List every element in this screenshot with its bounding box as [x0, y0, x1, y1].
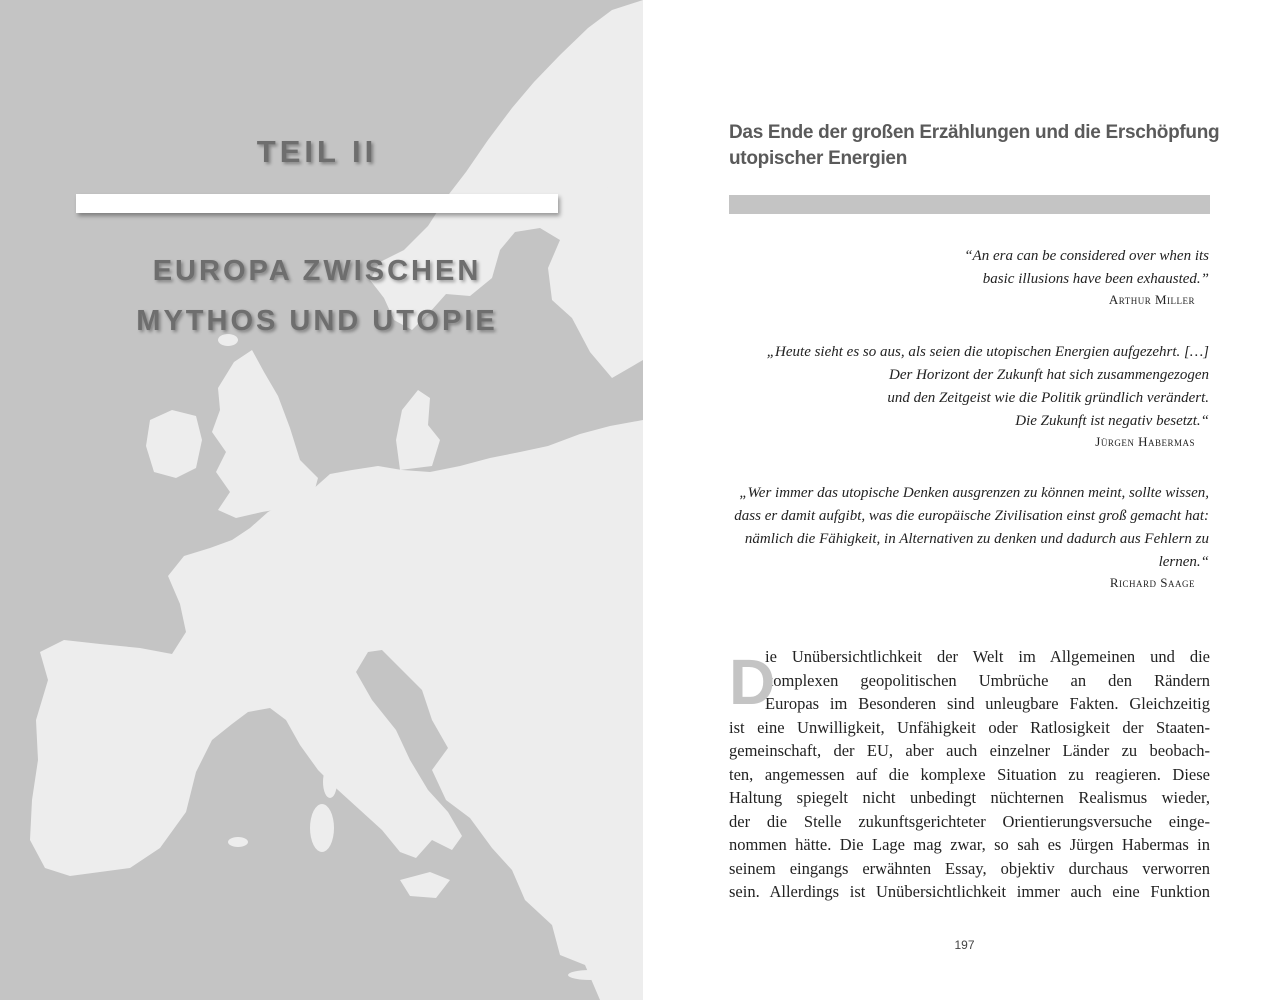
- body-line: Europas im Besonderen sind unleugbare Fakten. Gleichzeitig: [765, 694, 1210, 713]
- body-line: Haltung spiegelt nicht unbedingt nüchternen Realismus wieder,: [729, 788, 1210, 807]
- quote-line: Die Zukunft ist negativ besetzt.“: [1015, 413, 1209, 429]
- part-title-line: EUROPA ZWISCHEN: [152, 255, 482, 287]
- body-line: komplexen geopolitischen Umbrüche an den Rändern: [765, 670, 1210, 690]
- quote-line: nämlich die Fähigkeit, in Alternativen zu denken und dadurch aus Fehlern zu: [744, 531, 1209, 547]
- chapter-title-line: utopischer Energien: [729, 148, 908, 169]
- drop-cap: D: [729, 646, 776, 718]
- quote-line: „Heute sieht es so aus, als seien die utopischen Energien aufgezehrt. […]: [766, 344, 1209, 360]
- epigraph-miller: [964, 245, 1209, 309]
- page-number: 197: [954, 938, 975, 952]
- body-line: ist eine Unwilligkeit, Unfähigkeit oder Ratlosigkeit der Staaten-: [729, 717, 1210, 737]
- quote-line: und den Zeitgeist wie die Politik gründlich verändert.: [887, 390, 1209, 406]
- quote-line: dass er damit aufgibt, was die europäische Zivilisation einst groß gemacht hat:: [734, 508, 1209, 524]
- part-title-line: MYTHOS UND UTOPIE: [136, 305, 498, 337]
- epigraph-habermas: [767, 341, 1209, 451]
- body-line: der die Stelle zukunftsgerichteter Orientierungsversuche einge-: [729, 811, 1210, 831]
- epigraph-quote: [767, 341, 1209, 433]
- quote-line: „Wer immer das utopische Denken ausgrenzen zu können meint, sollte wissen,: [739, 485, 1209, 501]
- epigraph-quote: [964, 245, 1209, 291]
- part-label: TEIL II: [256, 134, 378, 169]
- chapter-divider-bar: [729, 195, 1210, 214]
- body-paragraph: [729, 645, 1210, 904]
- right-page: [643, 0, 1286, 1000]
- epigraph-author: Richard Saage: [1109, 575, 1195, 590]
- chapter-title-line: Das Ende der großen Erzählungen und die Erschöpfung: [729, 122, 1220, 143]
- body-line: sein. Allerdings ist Unübersichtlichkeit immer auch eine Funktion: [729, 882, 1210, 901]
- epigraph-author: Jürgen Habermas: [1095, 434, 1195, 449]
- chapter-title: [729, 120, 1229, 172]
- quote-line: “An era can be considered over when its: [964, 248, 1209, 264]
- epigraph-author: Arthur Miller: [1108, 292, 1195, 307]
- quote-line: Der Horizont der Zukunft hat sich zusammengezogen: [889, 367, 1209, 383]
- quote-line: lernen.“: [1158, 554, 1209, 570]
- body-line: nommen hätte. Die Lage mag zwar, so sah es Jürgen Habermas in: [729, 835, 1210, 854]
- body-line: gemeinschaft, der EU, aber auch einzelner Länder zu beobach-: [729, 741, 1210, 760]
- part-title: [60, 246, 574, 346]
- body-line: ten, angemessen auf die komplexe Situation zu reagieren. Diese: [729, 764, 1210, 784]
- quote-line: basic illusions have been exhausted.”: [982, 271, 1209, 287]
- epigraph-saage: [727, 482, 1209, 592]
- part-divider-bar: [76, 194, 558, 213]
- body-line: seinem eingangs erwähnten Essay, objektiv durchaus verworren: [729, 858, 1210, 878]
- epigraph-quote: [727, 482, 1209, 574]
- body-line: ie Unübersichtlichkeit der Welt im Allgemeinen und die: [765, 647, 1210, 666]
